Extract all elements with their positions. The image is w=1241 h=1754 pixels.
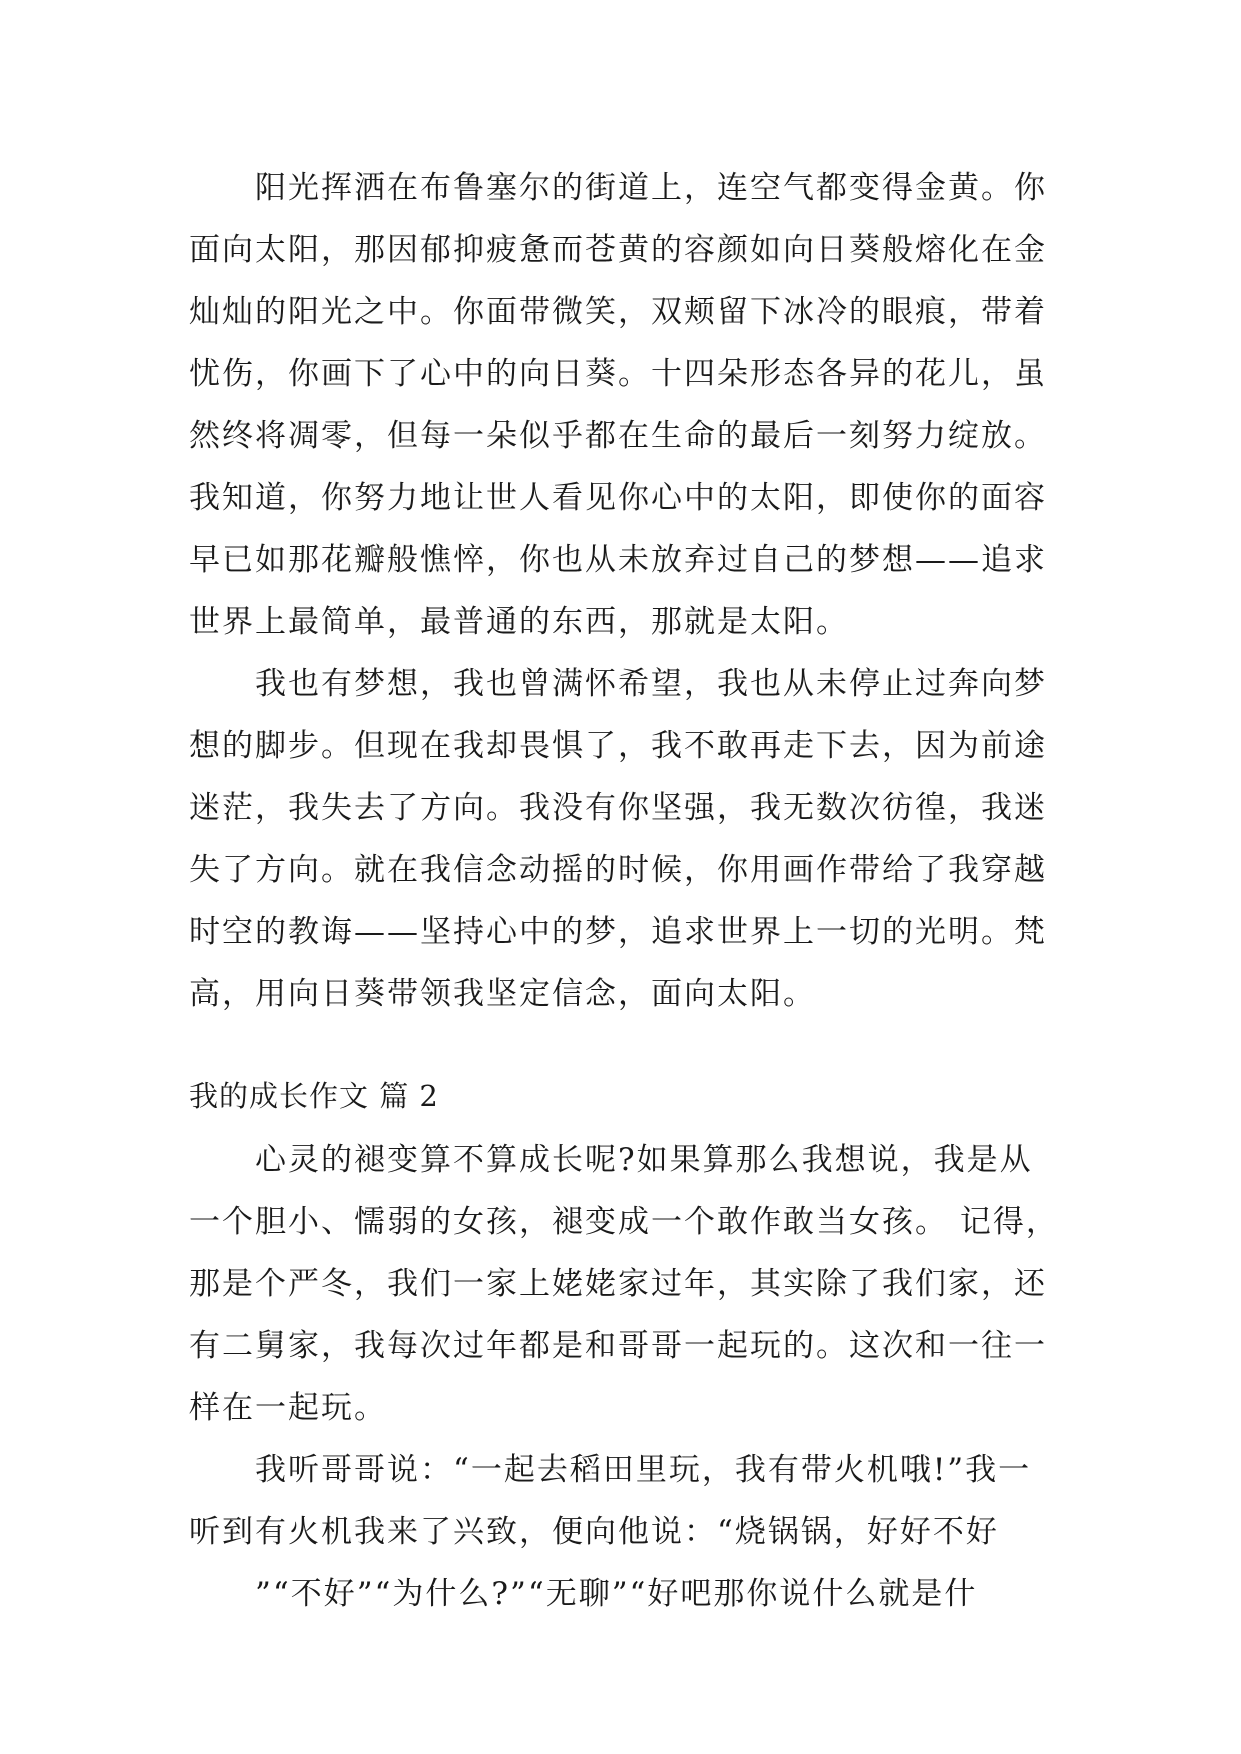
paragraph-4-line-1: 我听哥哥说：“一起去稻田里玩，我有带火机哦!”我一 [255, 1452, 1032, 1488]
paragraph-3-line-2: 一个胆小、懦弱的女孩，褪变成一个敢作敢当女孩。 记得， [189, 1204, 1059, 1240]
paragraph-1-line-7: 早已如那花瓣般憔悴，你也从未放弃过自己的梦想——追求 [189, 542, 1047, 578]
paragraph-2-line-2: 想的脚步。但现在我却畏惧了，我不敢再走下去，因为前途 [189, 728, 1047, 764]
paragraph-2-line-6: 高，用向日葵带领我坚定信念，面向太阳。 [189, 976, 816, 1012]
paragraph-2-line-5: 时空的教诲——坚持心中的梦，追求世界上一切的光明。梵 [189, 914, 1047, 950]
paragraph-4-line-3: ”“不好”“为什么?”“无聊”“好吧那你说什么就是什 [255, 1576, 978, 1612]
paragraph-1-line-5: 然终将凋零，但每一朵似乎都在生命的最后一刻努力绽放。 [189, 418, 1047, 454]
paragraph-2-line-1: 我也有梦想，我也曾满怀希望，我也从未停止过奔向梦 [255, 666, 1047, 702]
paragraph-3-line-1: 心灵的褪变算不算成长呢?如果算那么我想说，我是从 [255, 1142, 1033, 1178]
paragraph-1-line-6: 我知道，你努力地让世人看见你心中的太阳，即使你的面容 [189, 480, 1047, 516]
paragraph-2-line-4: 失了方向。就在我信念动摇的时候，你用画作带给了我穿越 [189, 852, 1047, 888]
paragraph-1-line-3: 灿灿的阳光之中。你面带微笑，双颊留下冰冷的眼痕，带着 [189, 294, 1047, 330]
paragraph-4-line-2: 听到有火机我来了兴致，便向他说：“烧锅锅，好好不好 [189, 1514, 999, 1550]
paragraph-1-line-8: 世界上最简单，最普通的东西，那就是太阳。 [189, 604, 849, 640]
paragraph-1-line-1: 阳光挥洒在布鲁塞尔的街道上，连空气都变得金黄。你 [255, 170, 1047, 206]
paragraph-3-line-4: 有二舅家，我每次过年都是和哥哥一起玩的。这次和一往一 [189, 1328, 1047, 1364]
paragraph-1-line-4: 忧伤，你画下了心中的向日葵。十四朵形态各异的花儿，虽 [189, 356, 1047, 392]
paragraph-2-line-3: 迷茫，我失去了方向。我没有你坚强，我无数次彷徨，我迷 [189, 790, 1047, 826]
paragraph-3-line-3: 那是个严冬，我们一家上姥姥家过年，其实除了我们家，还 [189, 1266, 1047, 1302]
paragraph-1-line-2: 面向太阳，那因郁抑疲惫而苍黄的容颜如向日葵般熔化在金 [189, 232, 1047, 268]
paragraph-3-line-5: 样在一起玩。 [189, 1390, 387, 1426]
section-heading: 我的成长作文 篇 2 [189, 1079, 439, 1113]
